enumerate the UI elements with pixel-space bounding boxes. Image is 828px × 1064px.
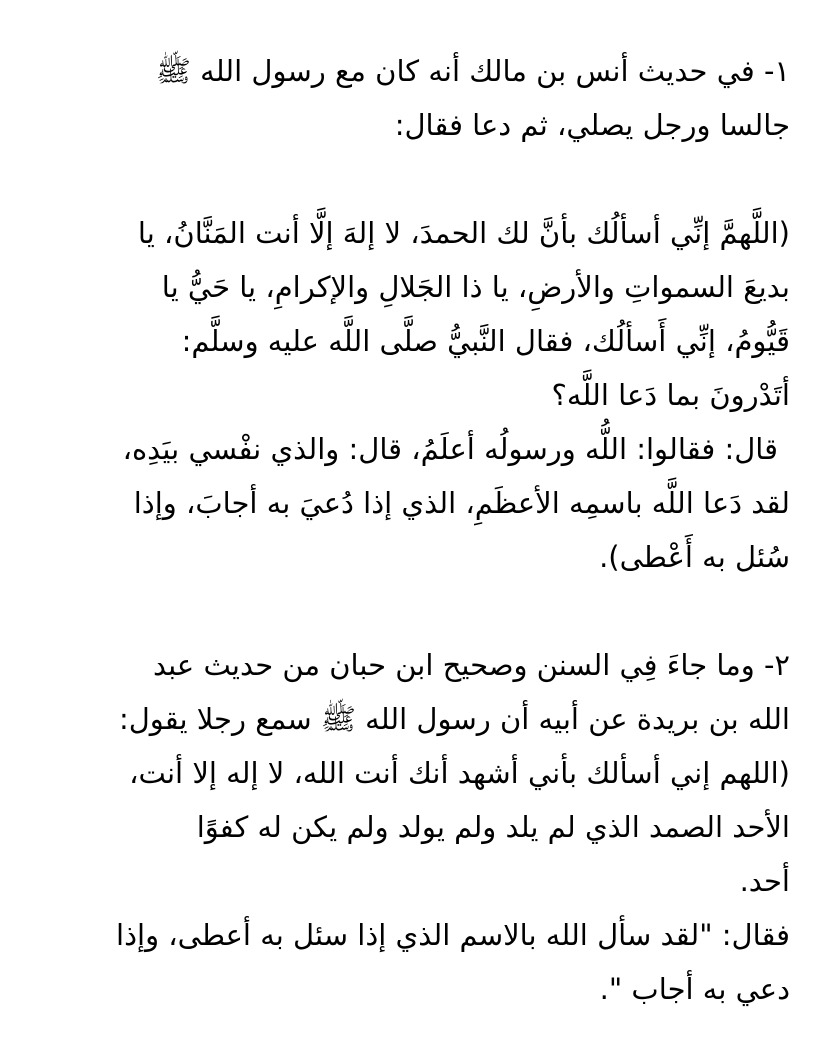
text-line: أتَدْرونَ بما دَعا اللَّه؟: [551, 378, 790, 412]
text-line: قال: فقالوا: اللُّه ورسولُه أعلَمُ، قال: والذي نفْسي بيَدِه،: [122, 432, 778, 466]
paragraph-spacer: [58, 152, 790, 206]
hadith-1-body: [58, 206, 790, 584]
hadith-1-intro: [58, 44, 790, 152]
text-line: قَيُّومُ، إنِّي أَسألُك، فقال النَّبيُّ صلَّى اللَّه عليه وسلَّم:: [181, 324, 790, 358]
text-line: سُئل به أَعْطى).: [599, 540, 790, 574]
text-line: الله بن بريدة عن أبيه أن رسول الله ﷺ سمع رجلا يقول:: [118, 702, 790, 736]
text-line: ١- في حديث أنس بن مالك أنه كان مع رسول الله ﷺ: [155, 54, 790, 88]
document-page: [58, 44, 790, 1016]
hadith-2: [58, 638, 790, 1016]
text-line: جالسا ورجل يصلي، ثم دعا فقال:: [394, 108, 790, 142]
text-line: (اللهم إني أسألك بأني أشهد أنك أنت الله، لا إله إلا أنت،: [129, 756, 790, 790]
text-line: فقال: "لقد سأل الله بالاسم الذي إذا سئل به أعطى، وإذا: [116, 918, 790, 952]
text-line: أحد.: [739, 864, 790, 898]
text-line: بديعَ السمواتِ والأرضِ، يا ذا الجَلالِ والإكرامِ، يا حَيُّ يا: [161, 270, 790, 304]
text-line: الأحد الصمد الذي لم يلد ولم يولد ولم يكن له كفوًا: [196, 810, 790, 844]
paragraph-spacer: [58, 584, 790, 638]
text-line: ٢- وما جاءَ فِي السنن وصحيح ابن حبان من حديث عبد: [152, 648, 790, 682]
text-line: (اللَّهمَّ إنِّي أسألُك بأنَّ لك الحمدَ، لا إلهَ إلَّا أنت المَنَّانُ، يا: [137, 216, 790, 250]
text-line: دعي به أجاب ".: [599, 972, 790, 1006]
text-line: لقد دَعا اللَّه باسمِه الأعظَمِ، الذي إذا دُعيَ به أجابَ، وإذا: [133, 486, 790, 520]
